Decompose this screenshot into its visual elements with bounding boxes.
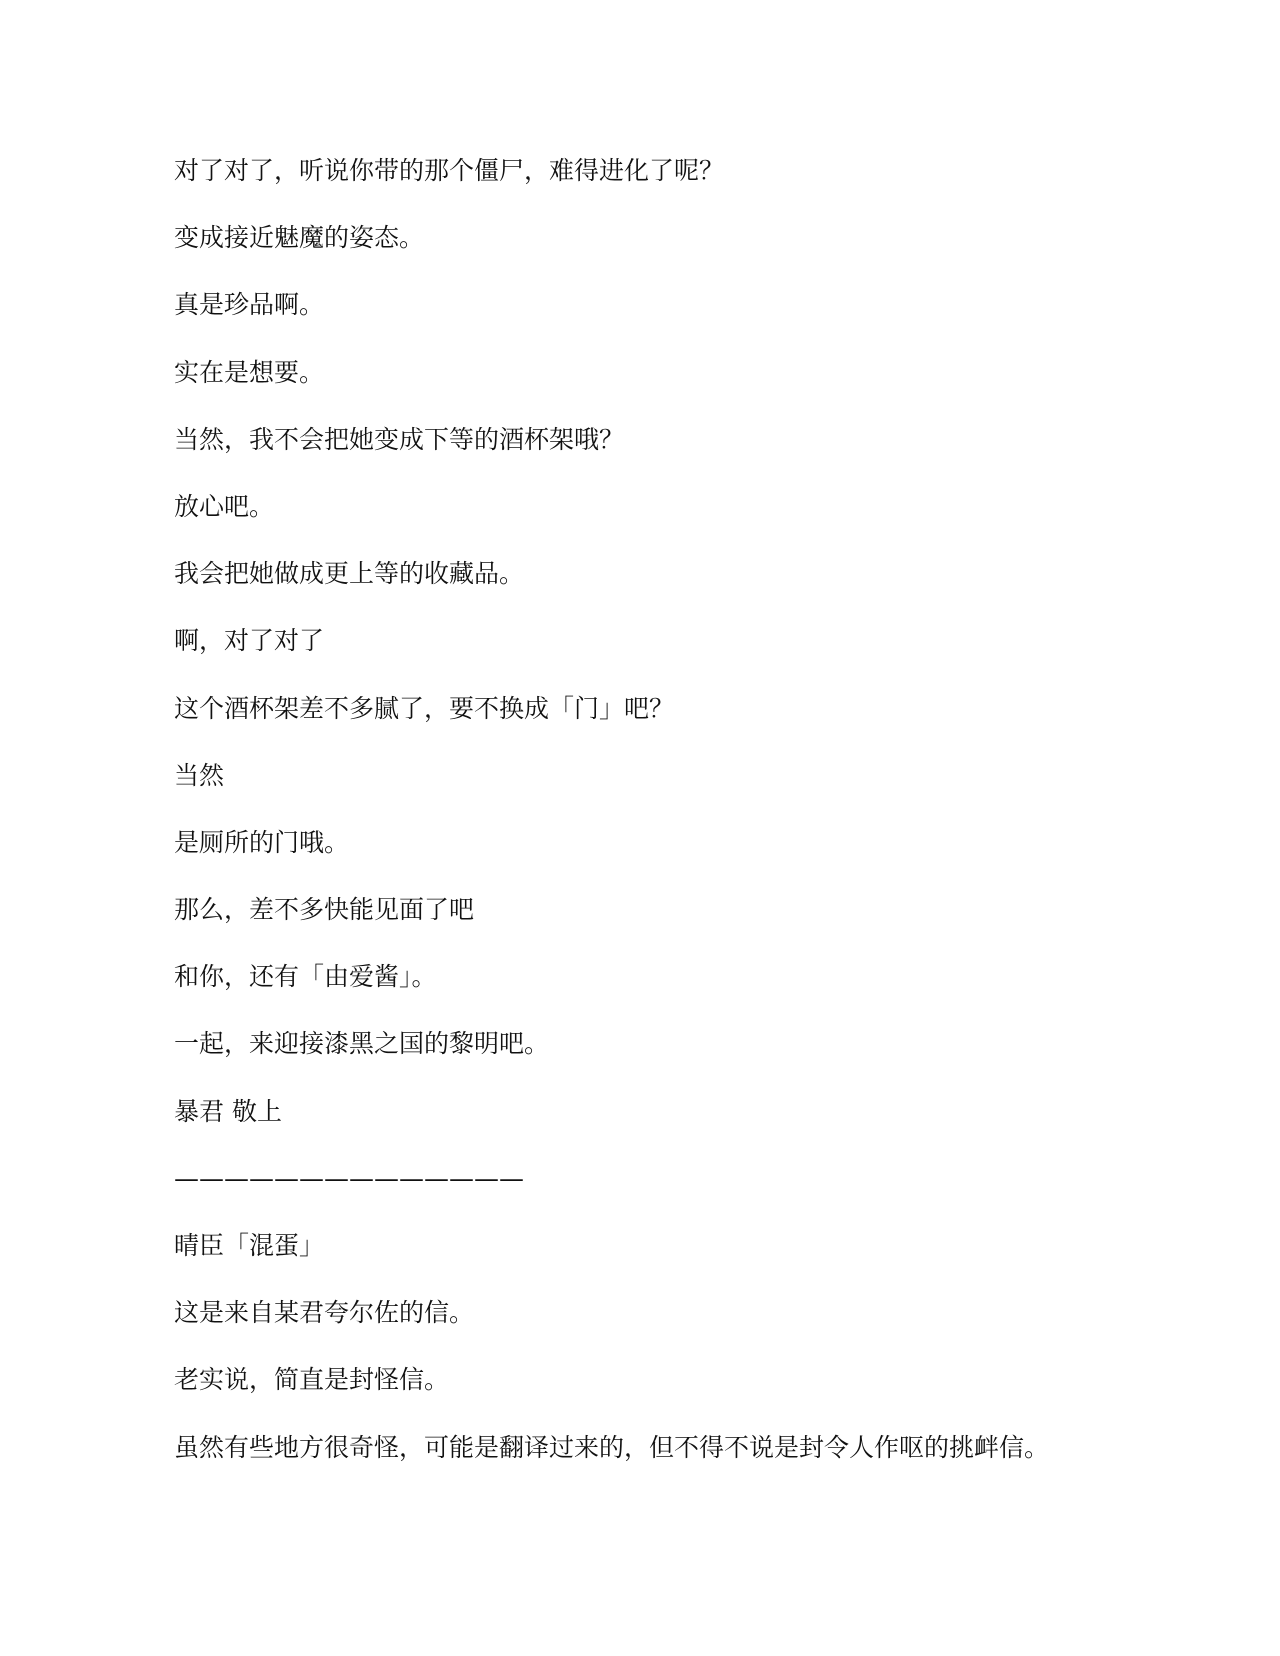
document-body bbox=[174, 150, 1214, 1494]
text-line: 那么，差不多快能见面了吧 bbox=[174, 895, 475, 925]
text-line: 对了对了，听说你带的那个僵尸，难得进化了呢？ bbox=[174, 156, 725, 185]
text-line: 是厕所的门哦。 bbox=[174, 827, 350, 857]
text-line: 老实说，简直是封怪信。 bbox=[174, 1365, 450, 1395]
text-line: 变成接近魅魔的姿态。 bbox=[174, 223, 425, 253]
text-line: 真是珍品啊。 bbox=[174, 290, 325, 320]
text-line: 当然，我不会把她变成下等的酒杯架哦？ bbox=[174, 424, 625, 454]
signature-line: 暴君 敬上 bbox=[174, 1096, 282, 1126]
text-line: 晴臣「混蛋」 bbox=[174, 1231, 325, 1260]
text-line: 啊，对了对了 bbox=[174, 626, 325, 656]
text-line: 实在是想要。 bbox=[174, 357, 325, 387]
text-line: 放心吧。 bbox=[174, 491, 275, 521]
text-line: 我会把她做成更上等的收藏品。 bbox=[174, 559, 525, 589]
text-line: 当然 bbox=[174, 760, 225, 790]
text-line: 这个酒杯架差不多腻了，要不换成「门」吧？ bbox=[174, 693, 675, 723]
section-divider: —————————————— bbox=[174, 1163, 524, 1193]
text-line: 和你，还有「由爱酱」。 bbox=[174, 962, 437, 992]
text-line: 这是来自某君夸尔佐的信。 bbox=[174, 1298, 475, 1328]
text-line: 一起，来迎接漆黑之国的黎明吧。 bbox=[174, 1029, 550, 1059]
text-line: 虽然有些地方很奇怪，可能是翻译过来的，但不得不说是封令人作呕的挑衅信。 bbox=[174, 1432, 1050, 1462]
